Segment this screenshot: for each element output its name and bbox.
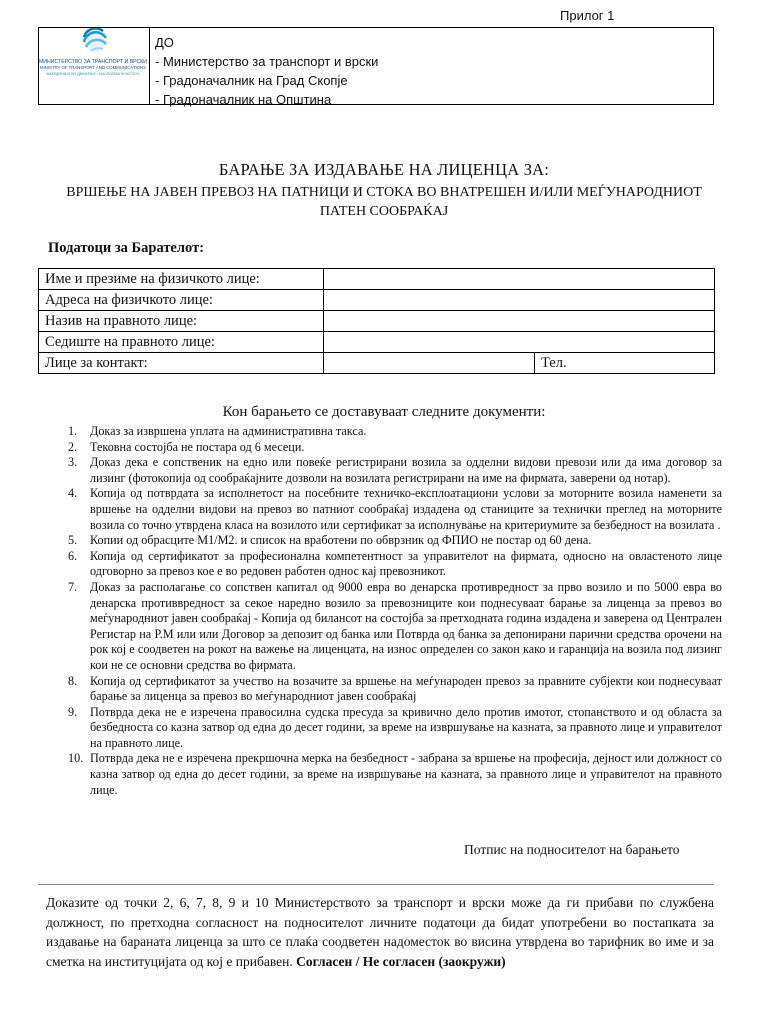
consent-paragraph (46, 893, 714, 971)
list-item-text: Доказ дека е сопственик на едно или повеќе регистрирани возила за одделни видови превози или да има договор за лизинг (фотокопија од сообраќајните дозволи на возилата регистрирани на име на фирмата, заверени од нотар). (90, 455, 722, 485)
recipient-line: - Градоначалник на Град Скопје (155, 73, 348, 88)
entity-field[interactable] (324, 311, 715, 332)
recipient-line: - Министерство за транспорт и врски (155, 54, 379, 69)
form-row (39, 311, 715, 332)
address-field[interactable] (324, 290, 715, 311)
recipient-address (155, 33, 378, 109)
list-item-text: Копија од сертификатот за професионална компетентност за управителот на фирмата, односно на овластеното лице одговорно за превоз кое е во редовен работен однос кај превозникот. (90, 548, 722, 579)
list-item-text: Потврда дека не е изречена прекршочна мерка на безбедност - забрана за вршење на професија, дејност или должност со казна затвор од една до десет години, за време на извршување на казната, за правното лице и управителот на правното лице. (90, 751, 722, 797)
annex-label: Прилог 1 (560, 8, 615, 23)
list-item: 7. Доказ за располагање со сопствен капитал од 9000 евра во денарска противредност за прво возило и по 5000 евра во денарска противвредност за секое наредно возило за превозниците кои поднесуваат барање за лиценца за превоз во меѓународниот јавен сообраќај - Копија од билансот на состојба за претходната година издадена и заверена од Централен Регистар на Р.М или или Договор за депозит од банка или Потврда од банка за депонирани парични средства орочени на рок кој е соодветен на рокот на важење на лиценцата, на износ определен со закон како и гаранција на возила под лизинг кои не се основни средства во фирмата. (68, 579, 722, 672)
document-title: БАРАЊЕ ЗА ИЗДАВАЊЕ НА ЛИЦЕНЦА ЗА: (218, 160, 550, 179)
form-row (39, 353, 715, 374)
to-label: ДО (155, 35, 174, 50)
list-item-text: Доказ за располагање со сопствен капитал од 9000 евра во денарска противредност за прво возило и по 5000 евра во денарска противвредност за секое наредно возило за превозниците кои поднесуваат барање за лиценца за превоз во меѓународниот јавен сообраќај - Копија од билансот на состојба за претходната година издадена и заверена од Централен Регистар на Р.М или или Договор за депозит од банка или Потврда од банка за депонирани парични средства орочени на рок кој е соодветен на рокот на важење на лиценцата, на износ определен со закон како и гаранција на возила под лизинг кои не се основни средства во фирмата. (90, 579, 722, 672)
applicant-section-heading: Податоци за Барателот: (48, 240, 205, 256)
list-item-text: Копија од потврдата за исполнетост на посебните техничко-експлоатациони услови за моторните возила наменети за вршење на одделни видови на превоз во патниот сообраќај издадена од станиците за технички преглед на моторните возила со точно утврдена класа на возилото или сертификат за исполнување на критериумите за безбедност на возилата . (90, 486, 722, 532)
documents-list (44, 424, 722, 798)
logo-text-en: MINISTRY OF TRANSPORT AND COMMUNICATIONS (39, 65, 147, 70)
logo-slogan: МАКЕДОНИЈА ВО ДВИЖЕЊЕ • MACEDONIA IN MOTION (46, 72, 140, 76)
recipient-line: - Градоначалник на Општина (155, 92, 332, 107)
applicant-form-table (38, 268, 715, 374)
list-item: 10. Потврда дека не е изречена прекршочна мерка на безбедност - забрана за вршење на професија, дејност или должност со казна затвор од една до десет години, за време на извршување на казната, за правното лице и управителот на правното лице. (68, 751, 722, 797)
ministry-logo-icon (39, 28, 149, 104)
document-subtitle: ВРШЕЊЕ НА ЈАВЕН ПРЕВОЗ НА ПАТНИЦИ И СТОКА ВО ВНАТРЕШЕН И/ИЛИ МЕЃУНАРОДНИОТ ПАТЕН СООБРАЌАЈ (66, 185, 702, 219)
list-item: 2. Тековна состојба не постара од 6 месеци. (68, 439, 305, 454)
list-item-text: Копии од обрасците М1/М2. и список на вработени по обврзник од ФПИО не постар од 60 дена. (90, 533, 592, 548)
list-item: 5. Копии од обрасците М1/М2. и список на вработени по обврзник од ФПИО не постар од 60 дена. (68, 533, 592, 548)
form-row (39, 332, 715, 353)
consent-text: Доказите од точки 2, 6, 7, 8, 9 и 10 Министерството за транспорт и врски може да ги прибави по службена должност, по претходна согласност на подносителот личните податоци да бидат употребени во постапката за издавање на бараната лиценца за што се плаќа соодветен надоместок во висина утврдена во тарифник во име и за сметка на институцијата од кој е прибавен. (46, 895, 714, 969)
phone-field[interactable] (535, 353, 715, 374)
name-field[interactable] (324, 269, 715, 290)
address-label: Адреса на физичкото лице: (39, 290, 324, 311)
consent-options[interactable]: Согласен / Не согласен (заокружи) (296, 953, 506, 969)
list-item-text: Доказ за извршена уплата на административна такса. (90, 424, 367, 438)
list-item: 9. Потврда дека не е изречена правосилна судска пресуда за кривично дело против имотот, стопанството и од областа за безбедноста со казна затвор од една до десет години, за време на извршување на казната, за правното лице и управителот на правното лице. (68, 704, 722, 750)
list-item-text: Тековна состојба не постара од 6 месеци. (90, 439, 305, 454)
form-row (39, 269, 715, 290)
divider (38, 884, 714, 885)
list-item: 3. Доказ дека е сопственик на едно или повеќе регистрирани возила за одделни видови превози или да има договор за лизинг (фотокопија од сообраќајните дозволи на возилата регистрирани на име на фирмата, заверени од нотар). (68, 455, 722, 485)
logo-text-mk: МИНИСТЕРСТВО ЗА ТРАНСПОРТ И ВРСКИ (39, 59, 148, 65)
signature-label: Потпис на подносителот на барањето (464, 842, 680, 857)
list-item: 6. Копија од сертификатот за професионална компетентност за управителот на фирмата, односно на овластеното лице одговорно за превоз кое е во редовен работен однос кај превозникот. (68, 548, 722, 579)
list-item-text: Копија од сертификатот за учество на возачите за вршење на меѓународен превоз за правните субјекти кои поднесуваат барање за лиценца за превоз во меѓународниот јавен сообраќај (90, 673, 722, 704)
logo-cell (39, 28, 150, 104)
name-label: Име и презиме на физичкото лице: (39, 269, 324, 290)
recipient-header-box (38, 27, 714, 105)
form-row (39, 290, 715, 311)
seat-field[interactable] (324, 332, 715, 353)
contact-label: Лице за контакт: (39, 353, 324, 374)
seat-label: Седиште на правното лице: (39, 332, 324, 353)
list-item: 1. Доказ за извршена уплата на административна такса. (68, 424, 367, 438)
entity-label: Назив на правното лице: (39, 311, 324, 332)
phone-label: Тел. (541, 354, 567, 371)
list-item: 8. Копија од сертификатот за учество на возачите за вршење на меѓународен превоз за правните субјекти кои поднесуваат барање за лиценца за превоз во меѓународниот јавен сообраќај (68, 673, 722, 704)
documents-heading: Кон барањето се доставуваат следните документи: (222, 404, 546, 420)
list-item-text: Потврда дека не е изречена правосилна судска пресуда за кривично дело против имотот, стопанството и од областа за безбедноста со казна затвор од една до десет години, за време на извршување на казната, за правното лице и управителот на правното лице. (90, 704, 722, 750)
contact-field[interactable] (324, 353, 535, 374)
list-item: 4. Копија од потврдата за исполнетост на посебните техничко-експлоатациони услови за моторните возила наменети за вршење на одделни видови на превоз во патниот сообраќај издадена од станиците за технички преглед на моторните возила со точно утврдена класа на возилото или сертификат за исполнување на критериумите за безбедност на возилата . (68, 486, 722, 532)
